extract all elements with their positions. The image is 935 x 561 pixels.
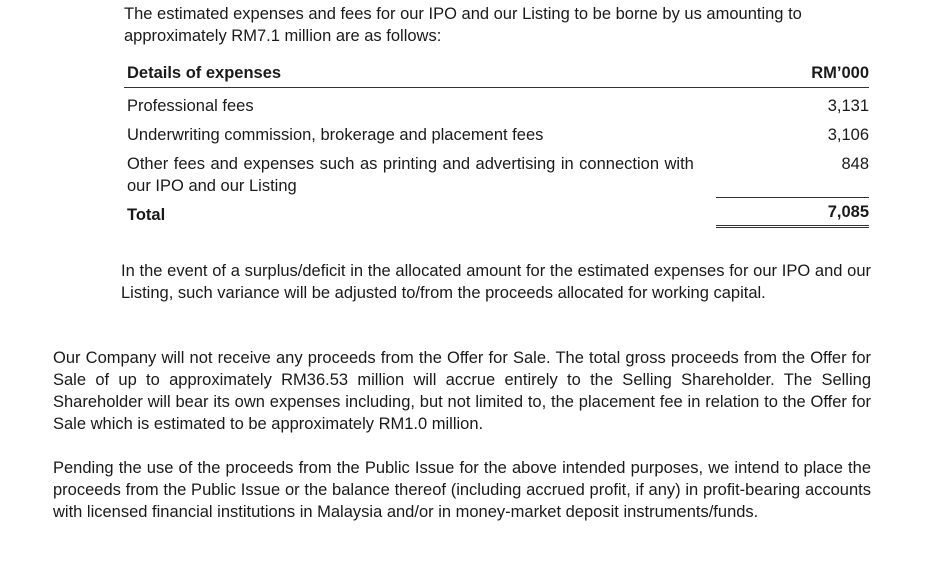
expense-amount: 3,131 bbox=[827, 97, 869, 115]
header-spacer bbox=[704, 62, 716, 88]
expense-description: Other fees and expenses such as printing and advertising in connection with our IPO and our Listing bbox=[127, 155, 694, 195]
header-amount: RM’000 bbox=[716, 62, 869, 88]
total-amount: 7,085 bbox=[716, 197, 869, 226]
expense-amount: 3,106 bbox=[827, 126, 869, 144]
pending-use-paragraph: Pending the use of the proceeds from the Public Issue for the above intended purposes, we intend to place the proceeds from the Public Issue or the balance thereof (including accrued profit, if any) in profit-bearing accounts with licensed financial institutions in Malaysia and/or in money-market deposit instruments/funds. bbox=[53, 459, 871, 521]
expenses-table bbox=[124, 62, 869, 228]
table-row bbox=[124, 88, 869, 118]
table-row bbox=[124, 117, 869, 146]
offer-for-sale-paragraph: Our Company will not receive any proceeds from the Offer for Sale. The total gross proceeds from the Offer for Sale of up to approximately RM36.53 million will accrue entirely to the Selling Shareholder. The Selling Shareholder will bear its own expenses including, but not limited to, the placement fee in relation to the Offer for Sale which is estimated to be approximately RM1.0 million. bbox=[53, 349, 871, 433]
variance-paragraph: In the event of a surplus/deficit in the allocated amount for the estimated expenses for our IPO and our Listing, such variance will be adjusted to/from the proceeds allocated for working capital. bbox=[121, 262, 871, 302]
header-details-of-expenses: Details of expenses bbox=[124, 62, 704, 88]
intro-paragraph: The estimated expenses and fees for our IPO and our Listing to be borne by us amounting to approximately RM7.1 million are as follows: bbox=[124, 5, 802, 45]
expense-description: Professional fees bbox=[127, 97, 254, 115]
table-header-row bbox=[124, 62, 869, 88]
row-spacer bbox=[704, 197, 716, 226]
total-label: Total bbox=[127, 206, 166, 224]
total-row bbox=[124, 197, 869, 226]
expense-amount: 848 bbox=[841, 155, 869, 173]
row-spacer bbox=[704, 117, 716, 146]
row-spacer bbox=[704, 88, 716, 118]
row-spacer bbox=[704, 146, 716, 197]
table-row bbox=[124, 146, 869, 197]
expense-description: Underwriting commission, brokerage and placement fees bbox=[127, 126, 544, 144]
